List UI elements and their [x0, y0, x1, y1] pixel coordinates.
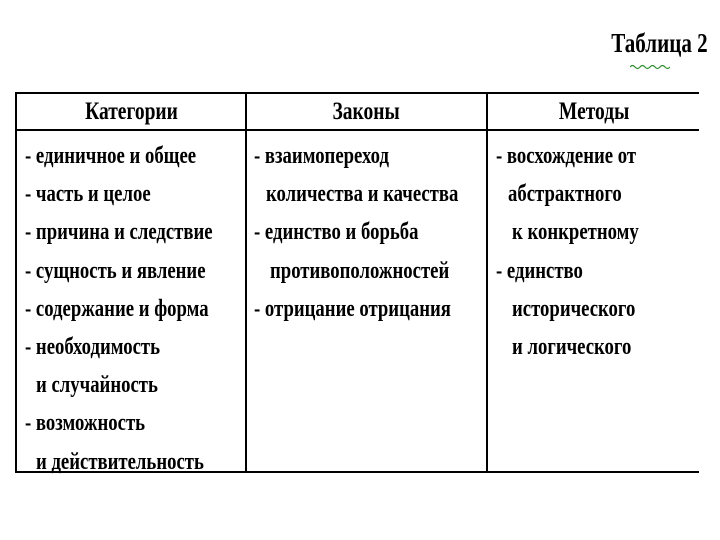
list-item: - единство и борьба	[254, 219, 419, 246]
list-item: к конкретному	[512, 219, 639, 246]
table-caption: Таблица 2	[611, 28, 708, 58]
list-item: - содержание и форма	[25, 295, 209, 322]
list-item: и действительность	[36, 448, 204, 475]
laws-column	[254, 137, 484, 328]
list-item: и случайность	[36, 372, 158, 399]
header-methods-label: Методы	[559, 97, 630, 125]
categories-laws-methods-table	[15, 92, 699, 473]
list-item: - необходимость	[25, 333, 161, 360]
categories-column	[25, 137, 243, 481]
list-item: - восхождение от	[496, 143, 637, 169]
header-categories-label: Категории	[84, 97, 178, 125]
list-item: и логического	[512, 333, 632, 360]
header-laws	[247, 94, 486, 129]
list-item: исторического	[512, 295, 636, 322]
list-item: - взаимопереход	[254, 143, 389, 169]
list-item: - причина и следствие	[25, 219, 213, 246]
spellcheck-underline	[630, 64, 670, 70]
list-item: - единство	[496, 257, 583, 284]
list-item: - часть и целое	[25, 181, 151, 208]
list-item: - возможность	[25, 410, 146, 437]
column-divider	[245, 94, 247, 471]
header-categories	[17, 94, 245, 129]
list-item: - отрицание отрицания	[254, 295, 451, 322]
list-item: - сущность и явление	[25, 257, 206, 284]
list-item: абстрактного	[508, 181, 622, 208]
list-item: - единичное и общее	[25, 143, 197, 169]
header-methods	[488, 94, 701, 129]
header-laws-label: Законы	[332, 97, 401, 125]
list-item: количества и качества	[266, 181, 459, 208]
list-item: противоположностей	[270, 257, 450, 284]
methods-column	[496, 137, 699, 366]
